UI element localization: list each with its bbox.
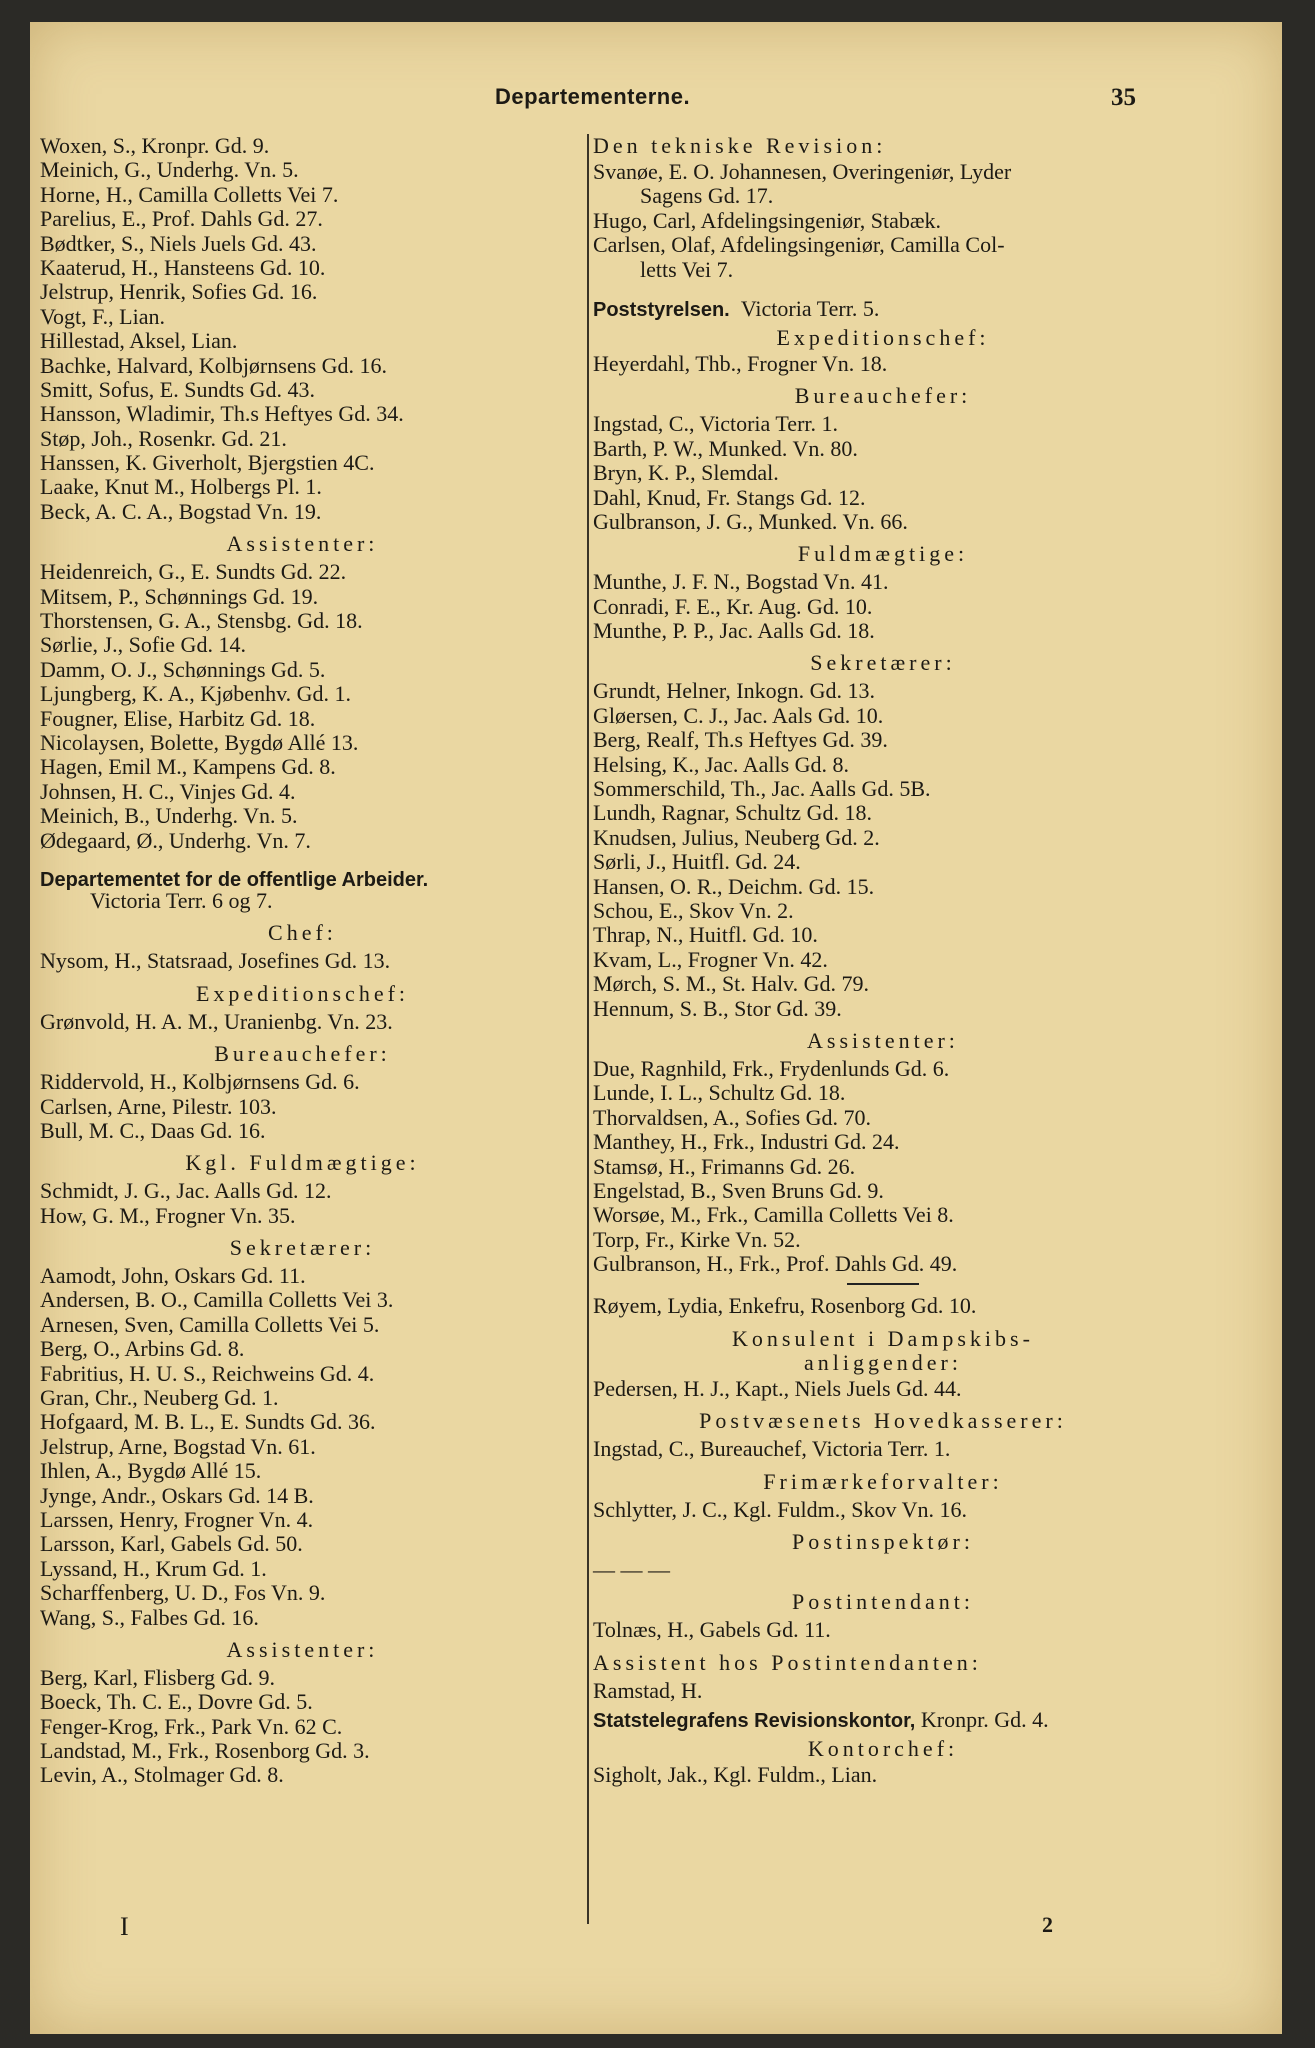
hovedkasserer-entry: Ingstad, C., Bureauchef, Victoria Terr. 1.: [593, 1436, 951, 1462]
list-item: Mørch, S. M., St. Halv. Gd. 79.: [593, 971, 870, 997]
list-item: Scharffenberg, U. D., Fos Vn. 9.: [40, 1580, 326, 1606]
list-item: Larsson, Karl, Gabels Gd. 50.: [40, 1531, 303, 1557]
list-item: Barth, P. W., Munked. Vn. 80.: [593, 435, 858, 461]
section-heading-sekretaerer-post: Sekretærer:: [810, 650, 956, 676]
list-item: Lundh, Ragnar, Schultz Gd. 18.: [593, 800, 872, 826]
list-item: Heyerdahl, Thb., Frogner Vn. 18.: [593, 350, 888, 376]
list-item: Arnesen, Sven, Camilla Colletts Vei 5.: [40, 1311, 380, 1337]
section-heading-expeditionschef-post: Expeditionschef:: [776, 324, 990, 350]
list-item: Ljungberg, K. A., Kjøbenhv. Gd. 1.: [40, 681, 352, 707]
assistent-postintendanten-entry: Ramstad, H.: [593, 1677, 703, 1703]
list-item: Bryn, K. P., Slemdal.: [593, 460, 779, 486]
right-column: [593, 134, 1173, 1788]
list-item: Landstad, M., Frk., Rosenborg Gd. 3.: [40, 1738, 370, 1764]
list-item: Damm, O. J., Schønnings Gd. 5.: [40, 656, 326, 682]
list-item: Munthe, P. P., Jac. Aalls Gd. 18.: [593, 618, 875, 644]
list-item: Lyssand, H., Krum Gd. 1.: [40, 1555, 267, 1581]
section-heading-assistenter-post: Assistenter:: [807, 1027, 959, 1053]
list-item: Andersen, B. O., Camilla Colletts Vei 3.: [40, 1287, 394, 1313]
sekretaerer-list: [40, 1264, 565, 1630]
postintendant-entry: Tolnæs, H., Gabels Gd. 11.: [593, 1617, 831, 1643]
section-heading-chef: Chef:: [268, 920, 337, 946]
list-item: Boeck, Th. C. E., Dovre Gd. 5.: [40, 1689, 313, 1715]
list-item: Hugo, Carl, Afdelingsingeniør, Stabæk.: [593, 207, 942, 233]
section-heading-kontorchef: Kontorchef:: [807, 1736, 959, 1762]
royem-entry: Røyem, Lydia, Enkefru, Rosenborg Gd. 10.: [593, 1293, 977, 1319]
list-item: Stamsø, H., Frimanns Gd. 26.: [593, 1153, 856, 1179]
fuldmaegtige-post-list: [593, 570, 1173, 643]
list-item: Meinich, G., Underhg. Vn. 5.: [40, 157, 299, 183]
list-item: Beck, A. C. A., Bogstad Vn. 19.: [40, 498, 322, 524]
section-heading-assistenter: Assistenter:: [226, 531, 379, 557]
list-item: Thrap, N., Huitfl. Gd. 10.: [593, 922, 818, 948]
expeditionschef-list: [40, 1010, 565, 1034]
list-item: Bull, M. C., Daas Gd. 16.: [40, 1117, 266, 1143]
list-item: Ødegaard, Ø., Underhg. Vn. 7.: [40, 827, 311, 853]
konsulent-entry: Pedersen, H. J., Kapt., Niels Juels Gd. 44.: [593, 1375, 962, 1401]
list-item: Kvam, L., Frogner Vn. 42.: [593, 946, 828, 972]
short-divider: [847, 1283, 919, 1285]
list-item: Riddervold, H., Kolbjørnsens Gd. 6.: [40, 1069, 360, 1095]
list-item: Knudsen, Julius, Neuberg Gd. 2.: [593, 824, 880, 850]
list-item: Worsøe, M., Frk., Camilla Colletts Vei 8.: [593, 1202, 954, 1228]
list-item: Schmidt, J. G., Jac. Aalls Gd. 12.: [40, 1178, 332, 1204]
list-item: Levin, A., Stolmager Gd. 8.: [40, 1762, 284, 1788]
list-item-continuation: Sagens Gd. 17.: [640, 183, 774, 209]
column-divider: [587, 134, 589, 1924]
list-item: Laake, Knut M., Holbergs Pl. 1.: [40, 474, 322, 500]
list-item-continuation: letts Vei 7.: [640, 256, 734, 282]
frimaerkeforvalter-entry: Schlytter, J. C., Kgl. Fuldm., Skov Vn. 16.: [593, 1496, 967, 1522]
list-item: Johnsen, H. C., Vinjes Gd. 4.: [40, 778, 296, 804]
list-item: Hansson, Wladimir, Th.s Heftyes Gd. 34.: [40, 401, 404, 427]
list-item: Nysom, H., Statsraad, Josefines Gd. 13.: [40, 948, 391, 974]
list-item: Fougner, Elise, Harbitz Gd. 18.: [40, 705, 316, 731]
list-item: Svanøe, E. O. Johannesen, Overingeniør, Lyder: [593, 159, 1012, 184]
list-item: Sørli, J., Huitfl. Gd. 24.: [593, 849, 801, 875]
list-item: Hansen, O. R., Deichm. Gd. 15.: [593, 873, 875, 899]
list-item: Thorvaldsen, A., Sofies Gd. 70.: [593, 1104, 872, 1130]
list-item: Smitt, Sofus, E. Sundts Gd. 43.: [40, 376, 316, 402]
list-item: Larssen, Henry, Frogner Vn. 4.: [40, 1506, 314, 1532]
assistenter-list-2: [40, 1666, 565, 1788]
section-heading-assistenter-2: Assistenter:: [226, 1636, 379, 1662]
list-item: Gulbranson, H., Frk., Prof. Dahls Gd. 49.: [593, 1251, 958, 1277]
list-item: Torp, Fr., Kirke Vn. 52.: [593, 1226, 801, 1252]
list-item: Ingstad, C., Victoria Terr. 1.: [593, 411, 839, 437]
list-item: Meinich, B., Underhg. Vn. 5.: [40, 803, 298, 829]
signature-mark-right: 2: [1042, 1912, 1053, 1937]
section-heading-assistent-postintendanten: Assistent hos Postintendanten:: [593, 1649, 982, 1675]
directory-page: [30, 22, 1282, 2034]
department-address: Victoria Terr. 6 og 7.: [90, 887, 273, 913]
page-number: 35: [1111, 84, 1136, 111]
list-item: Wang, S., Falbes Gd. 16.: [40, 1604, 259, 1630]
list-item: Vogt, F., Lian.: [40, 303, 165, 329]
list-item: Engelstad, B., Sven Bruns Gd. 9.: [593, 1177, 884, 1203]
list-item: Mitsem, P., Schønnings Gd. 19.: [40, 583, 319, 609]
list-item: Bachke, Halvard, Kolbjørnsens Gd. 16.: [40, 352, 388, 378]
sekretaerer-post-list: [593, 679, 1173, 1020]
list-item: Berg, Karl, Flisberg Gd. 9.: [40, 1664, 276, 1690]
signature-mark-left: I: [120, 1912, 129, 1941]
list-item: Ihlen, A., Bygdø Allé 15.: [40, 1458, 262, 1484]
expeditionschef-post-list: [593, 352, 1173, 376]
list-item: Grønvold, H. A. M., Uranienbg. Vn. 23.: [40, 1008, 393, 1034]
list-item: Hagen, Emil M., Kampens Gd. 8.: [40, 754, 336, 780]
section-heading-expeditionschef: Expeditionschef:: [195, 980, 410, 1006]
list-item: Munthe, J. F. N., Bogstad Vn. 41.: [593, 569, 889, 595]
telegraf-heading: [593, 1703, 1173, 1737]
assistenter-post-list: [593, 1057, 1173, 1277]
postinspektor-entry: — — —: [593, 1557, 670, 1583]
list-item: Gløersen, C. J., Jac. Aals Gd. 10.: [593, 702, 884, 728]
list-item: Carlsen, Olaf, Afdelingsingeniør, Camilla Col-: [593, 232, 1005, 258]
department-heading: Departementet for de offentlige Arbeider.: [40, 868, 429, 891]
list-item: Hanssen, K. Giverholt, Bjergstien 4C.: [40, 450, 375, 476]
chef-list: [40, 949, 565, 973]
section-heading-postintendant: Postintendant:: [792, 1589, 974, 1615]
list-item: Jynge, Andr., Oskars Gd. 14 B.: [40, 1482, 314, 1508]
list-item: Nicolaysen, Bolette, Bygdø Allé 13.: [40, 729, 359, 755]
list-item: Bødtker, S., Niels Juels Gd. 43.: [40, 230, 317, 256]
telegraf-title: Statstelegrafens Revisionskontor,: [593, 1710, 916, 1733]
section-heading-bureauchefer: Bureauchefer:: [214, 1041, 391, 1067]
list-item: Hillestad, Aksel, Lian.: [40, 328, 238, 354]
list-item: Thorstensen, G. A., Stensbg. Gd. 18.: [40, 608, 363, 634]
revision-list: [593, 160, 1173, 282]
list-item: Aamodt, John, Oskars Gd. 11.: [40, 1263, 306, 1289]
section-heading-konsulent: Konsulent i Dampskibs-: [732, 1325, 1034, 1351]
bureauchefer-post-list: [593, 412, 1173, 534]
section-heading-sekretaerer: Sekretærer:: [229, 1235, 376, 1261]
list-item: Berg, O., Arbins Gd. 8.: [40, 1336, 245, 1362]
section-heading-fuldmaegtige: Kgl. Fuldmægtige:: [185, 1150, 420, 1176]
section-heading-bureauchefer-post: Bureauchefer:: [794, 383, 972, 409]
top-entries-list: [40, 134, 565, 524]
list-item: Lunde, I. L., Schultz Gd. 18.: [593, 1080, 846, 1106]
list-item: Støp, Joh., Rosenkr. Gd. 21.: [40, 425, 287, 451]
section-heading-revision: Den tekniske Revision:: [593, 133, 887, 158]
list-item: Kaaterud, H., Hansteens Gd. 10.: [40, 254, 326, 280]
list-item: Grundt, Helner, Inkogn. Gd. 13.: [593, 678, 876, 704]
list-item: Parelius, E., Prof. Dahls Gd. 27.: [40, 206, 323, 232]
section-heading-fuldmaegtige-post: Fuldmægtige:: [797, 541, 969, 567]
section-heading-postinspektor: Postinspektør:: [792, 1529, 974, 1555]
list-item: Due, Ragnhild, Frk., Frydenlunds Gd. 6.: [593, 1055, 950, 1081]
telegraf-address: Kronpr. Gd. 4.: [920, 1707, 1049, 1733]
list-item: Hennum, S. B., Stor Gd. 39.: [593, 995, 842, 1021]
list-item: Conradi, F. E., Kr. Aug. Gd. 10.: [593, 593, 873, 619]
page-header-title: Departementerne.: [495, 84, 691, 109]
list-item: Hofgaard, M. B. L., E. Sundts Gd. 36.: [40, 1409, 376, 1435]
list-item: Manthey, H., Frk., Industri Gd. 24.: [593, 1129, 900, 1155]
list-item: Fabritius, H. U. S., Reichweins Gd. 4.: [40, 1360, 375, 1386]
section-heading-konsulent-cont: anliggender:: [804, 1349, 962, 1375]
fuldmaegtige-list: [40, 1179, 565, 1228]
poststyrelsen-address: Victoria Terr. 5.: [740, 295, 880, 321]
bureauchefer-list: [40, 1070, 565, 1143]
list-item: Fenger-Krog, Frk., Park Vn. 62 C.: [40, 1713, 343, 1739]
list-item: Jelstrup, Arne, Bogstad Vn. 61.: [40, 1433, 316, 1459]
list-item: Gulbranson, J. G., Munked. Vn. 66.: [593, 508, 908, 534]
list-item: Woxen, S., Kronpr. Gd. 9.: [40, 133, 270, 158]
list-item: Dahl, Knud, Fr. Stangs Gd. 12.: [593, 484, 866, 510]
assistenter-list: [40, 560, 565, 853]
poststyrelsen-title: Poststyrelsen.: [593, 298, 730, 321]
poststyrelsen-heading: [593, 292, 1173, 326]
left-column: [40, 134, 565, 1788]
list-item: How, G. M., Frogner Vn. 35.: [40, 1202, 296, 1228]
list-item: Carlsen, Arne, Pilestr. 103.: [40, 1093, 277, 1119]
list-item: Schou, E., Skov Vn. 2.: [593, 897, 794, 923]
list-item: Helsing, K., Jac. Aalls Gd. 8.: [593, 751, 850, 777]
section-heading-hovedkasserer: Postvæsenets Hovedkasserer:: [699, 1408, 1067, 1434]
list-item: Heidenreich, G., E. Sundts Gd. 22.: [40, 559, 347, 585]
list-item: Sommerschild, Th., Jac. Aalls Gd. 5B.: [593, 776, 931, 802]
list-item: Horne, H., Camilla Colletts Vei 7.: [40, 181, 339, 207]
section-heading-frimaerkeforvalter: Frimærkeforvalter:: [763, 1468, 1003, 1494]
list-item: Jelstrup, Henrik, Sofies Gd. 16.: [40, 279, 318, 305]
list-item: Berg, Realf, Th.s Heftyes Gd. 39.: [593, 727, 888, 753]
kontorchef-entry: Sigholt, Jak., Kgl. Fuldm., Lian.: [593, 1762, 878, 1788]
list-item: Sørlie, J., Sofie Gd. 14.: [40, 632, 246, 658]
list-item: Gran, Chr., Neuberg Gd. 1.: [40, 1385, 279, 1411]
